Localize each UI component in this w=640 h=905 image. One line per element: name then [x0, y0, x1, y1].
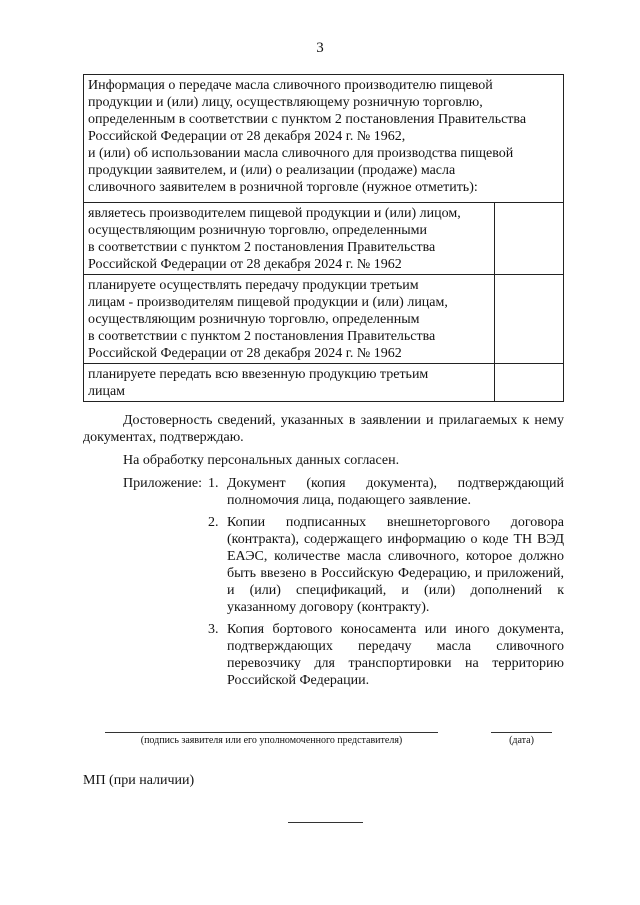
list-item	[208, 621, 564, 689]
table-header-cell: Информация о передаче масла сливочного производителю пищевой продукции и (или) лицу, осуществляющему розничную торговлю, определенным в соответствии с пунктом 2 постановления Правительства Российской Федерации от 28 декабря 2024 г. № 1962, и (или) об использовании масла сливочного для производства пищевой продукции заявителем, и (или) о реализации (продаже) масла сливочного заявителем в розничной торговле (нужное отметить):	[84, 75, 564, 203]
attachment-text: Копии подписанных внешнеторгового договора (контракта), содержащего информацию о коде ТН ВЭД ЕАЭС, количестве масла сливочного, которое должно быть ввезено в Российскую Федерацию, и приложений, и (или) спецификаций, и (или) дополнений к указанному договору (контракту).	[227, 515, 564, 615]
signature-line[interactable]	[105, 732, 438, 733]
attachment-number: 3.	[208, 622, 219, 637]
option-mark-cell[interactable]	[495, 364, 564, 402]
page-number: 3	[316, 40, 324, 56]
attachments-label: Приложение:	[123, 476, 203, 491]
attachment-text: Документ (копия документа), подтверждающий полномочия лица, подающего заявление.	[227, 476, 564, 508]
stamp-label: МП (при наличии)	[83, 773, 195, 788]
option-mark-cell[interactable]	[495, 203, 564, 275]
attachment-number: 2.	[208, 515, 219, 530]
table-row	[84, 364, 564, 402]
option-text: являетесь производителем пищевой продукции и (или) лицом, осуществляющим розничную торговлю, определенными в соответствии с пунктом 2 постановления Правительства Российской Федерации от 28 декабря 2024 г. № 1962	[84, 203, 495, 275]
confirmation-paragraph: Достоверность сведений, указанных в заявлении и прилагаемых к нему документах, подтверждаю.	[83, 413, 564, 445]
table-header-row	[84, 75, 564, 203]
attachment-number: 1.	[208, 476, 219, 491]
info-table	[83, 74, 564, 402]
option-mark-cell[interactable]	[495, 275, 564, 364]
attachment-text: Копия бортового коносамента или иного документа, подтверждающих передачу масла сливочного перевозчику для транспортировки на территорию Российской Федерации.	[227, 622, 564, 688]
table-row	[84, 275, 564, 364]
date-caption: (дата)	[509, 735, 534, 746]
date-line[interactable]	[491, 732, 552, 733]
attachments-list	[208, 475, 564, 694]
consent-paragraph: На обработку персональных данных согласен.	[123, 453, 400, 468]
option-text: планируете передать всю ввезенную продукцию третьим лицам	[84, 364, 495, 402]
table-row	[84, 203, 564, 275]
list-item	[208, 514, 564, 616]
end-divider	[288, 822, 363, 823]
list-item	[208, 475, 564, 509]
option-text: планируете осуществлять передачу продукции третьим лицам - производителям пищевой продукции и (или) лицам, осуществляющим розничную торговлю, определенным в соответствии с пунктом 2 постановления Правительства Российской Федерации от 28 декабря 2024 г. № 1962	[84, 275, 495, 364]
signature-caption: (подпись заявителя или его уполномоченного представителя)	[140, 735, 403, 746]
